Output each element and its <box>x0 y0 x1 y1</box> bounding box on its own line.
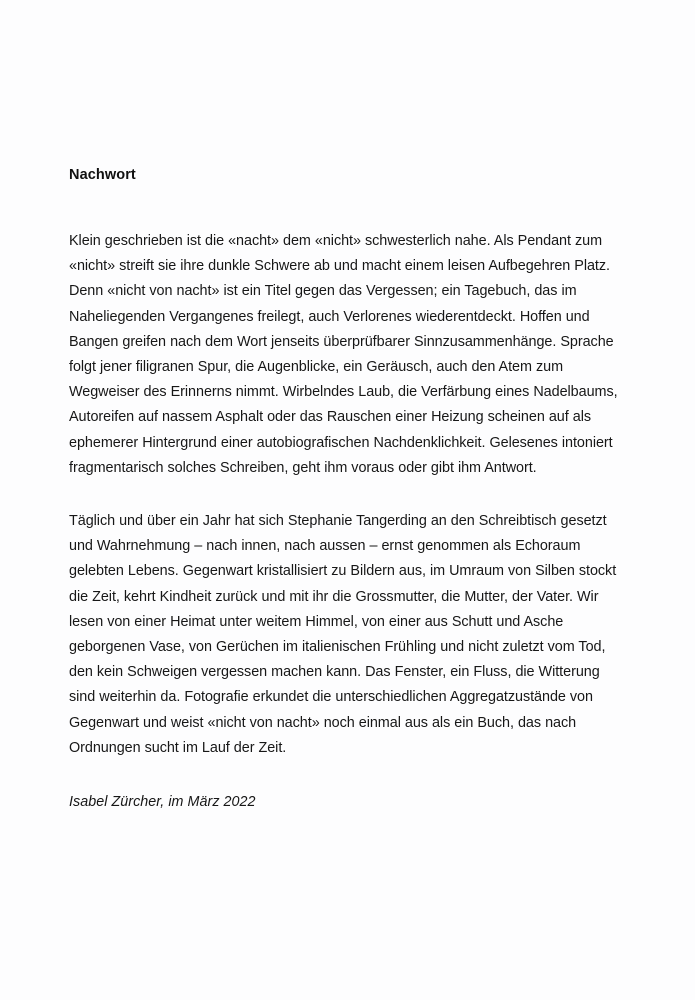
text-column <box>69 165 627 827</box>
page-title: Nachwort <box>69 167 136 183</box>
body-paragraph-1: Klein geschrieben ist die «nacht» dem «nicht» schwesterlich nahe. Als Pendant zum «nicht» streift sie ihre dunkle Schwere ab und macht einem leisen Aufbegehren Platz. Denn «nicht von nacht» ist ein Titel gegen das Vergessen; ein Tagebuch, das im Naheliegenden Vergangenes freilegt, auch Verlorenes wiederentdeckt. Hoffen und Bangen greifen nach dem Wort jenseits überprüfbarer Sinnzusammenhänge. Sprache folgt jener filigranen Spur, die Augenblicke, ein Geräusch, auch den Atem zum Wegweiser des Erinnerns nimmt. Wirbelndes Laub, die Verfärbung eines Nadelbaums, Autoreifen auf nassem Asphalt oder das Rauschen einer Heizung scheinen auf als ephemerer Hintergrund einer autobiografischen Nachdenklichkeit. Gelesenes intoniert fragmentarisch solches Schreiben, geht ihm voraus oder gibt ihm Antwort. <box>69 233 618 476</box>
body-paragraph-2: Täglich und über ein Jahr hat sich Stephanie Tangerding an den Schreibtisch gesetzt und Wahrnehmung – nach innen, nach aussen – ernst genommen als Echoraum gelebten Lebens. Gegenwart kristallisiert zu Bildern aus, im Umraum von Silben stockt die Zeit, kehrt Kindheit zurück und mit ihr die Grossmutter, die Mutter, der Vater. Wir lesen von einer Heimat unter weitem Himmel, von einer aus Schutt und Asche geborgenen Vase, von Gerüchen im italienischen Frühling und nicht zuletzt vom Tod, den kein Schweigen vergessen machen kann. Das Fenster, ein Fluss, die Witterung sind weiterhin da. Fotografie erkundet die unterschiedlichen Aggregatzustände von Gegenwart und weist «nicht von nacht» noch einmal aus als ein Buch, das nach Ordnungen sucht im Lauf der Zeit. <box>69 513 617 756</box>
author-signature: Isabel Zürcher, im März 2022 <box>69 794 256 811</box>
